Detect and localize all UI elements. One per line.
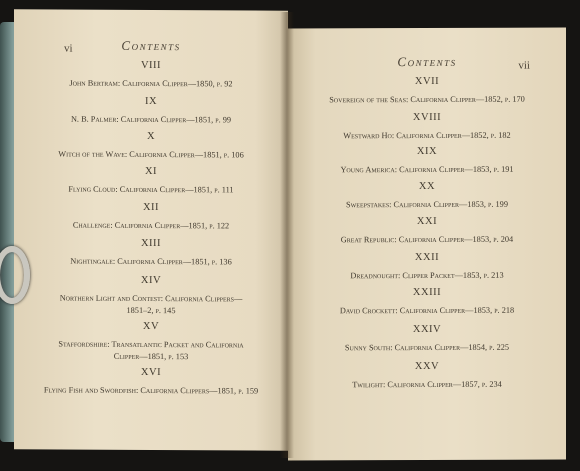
chapter-title: Sunny South: California Clipper—1854, p. 225: [344, 342, 510, 353]
left-page-number: vi: [64, 42, 73, 55]
toc-entry-xx: [288, 181, 566, 212]
toc-entry-xix: [288, 146, 566, 177]
chapter-title: Dreadnought: Clipper Packet—1853, p. 213: [350, 270, 504, 281]
toc-entry-xiv: [14, 274, 288, 317]
right-page: [288, 28, 566, 461]
chapter-title: Nightingale: California Clipper—1851, p. 136: [70, 256, 232, 267]
chapter-numeral: XVII: [414, 75, 440, 88]
book-gutter: [280, 12, 294, 458]
chapter-numeral: IX: [144, 95, 158, 108]
toc-entry-xxi: [288, 216, 566, 247]
chapter-title: Young America: California Clipper—1853, p. 191: [340, 164, 514, 175]
chapter-title: N. B. Palmer: California Clipper—1851, p. 99: [70, 114, 232, 125]
toc-entry-xxii: [288, 252, 566, 283]
chapter-title: Flying Cloud: California Clipper—1851, p. 111: [68, 184, 234, 195]
chapter-numeral: XXIV: [412, 323, 442, 336]
chapter-numeral: XI: [144, 165, 158, 178]
chapter-title: Great Republic: California Clipper—1853, p. 204: [340, 234, 514, 245]
chapter-title: Westward Ho: California Clipper—1852, p. 182: [343, 130, 511, 141]
chapter-numeral: XV: [142, 320, 160, 333]
chapter-title: Twilight: California Clipper—1857, p. 234: [352, 379, 502, 390]
chapter-numeral: XXIII: [412, 286, 442, 299]
chapter-title: Sovereign of the Seas: California Clipper—1852, p. 170: [329, 94, 525, 105]
right-contents-heading: Contents: [397, 53, 457, 70]
chapter-title: Northern Light and Contest: California Clippers—1851–2, p. 145: [59, 293, 243, 316]
chapter-numeral: XIX: [416, 145, 438, 158]
chapter-numeral: X: [146, 130, 156, 143]
chapter-title: Sweepstakes: California Clipper—1853, p. 199: [346, 199, 508, 210]
toc-entry-ix: [14, 95, 288, 126]
toc-entry-x: [14, 130, 288, 161]
left-page: [14, 9, 288, 450]
toc-entry-xi: [14, 165, 288, 196]
chapter-numeral: XIII: [140, 237, 162, 250]
chapter-numeral: XXII: [414, 251, 440, 264]
chapter-numeral: XVI: [140, 366, 162, 379]
toc-entry-xvii: [288, 76, 566, 107]
toc-entry-xvi: [14, 366, 288, 397]
toc-entry-xxiii: [288, 287, 566, 318]
chapter-numeral: XVIII: [412, 111, 442, 124]
left-contents-heading: Contents: [121, 37, 181, 54]
toc-entry-xii: [14, 201, 288, 232]
chapter-numeral: XXI: [416, 215, 438, 228]
chapter-title: Flying Fish and Swordfish: California Clippers—1851, p. 159: [43, 385, 259, 396]
toc-entry-xxv: [288, 361, 566, 392]
toc-entry-xxiv: [288, 324, 566, 355]
chapter-numeral: XXV: [414, 360, 440, 373]
chapter-title: Staffordshire: Transatlantic Packet and California Clipper—1851, p. 153: [58, 339, 244, 362]
chapter-numeral: XIV: [140, 274, 162, 287]
toc-entry-xv: [14, 320, 288, 363]
right-page-number: vii: [518, 59, 530, 72]
chapter-numeral: XII: [142, 201, 160, 214]
chapter-numeral: XX: [418, 180, 436, 193]
toc-entry-xviii: [288, 112, 566, 143]
chapter-title: John Bertram: California Clipper—1850, p. 92: [69, 78, 233, 89]
toc-entry-viii: [14, 59, 288, 90]
toc-entry-xiii: [14, 237, 288, 268]
chapter-title: David Crockett: California Clipper—1853, p. 218: [339, 305, 515, 316]
chapter-numeral: VIII: [140, 59, 162, 72]
chapter-title: Witch of the Wave: California Clipper—1851, p. 106: [58, 149, 244, 160]
chapter-title: Challenge: California Clipper—1851, p. 122: [72, 220, 230, 231]
